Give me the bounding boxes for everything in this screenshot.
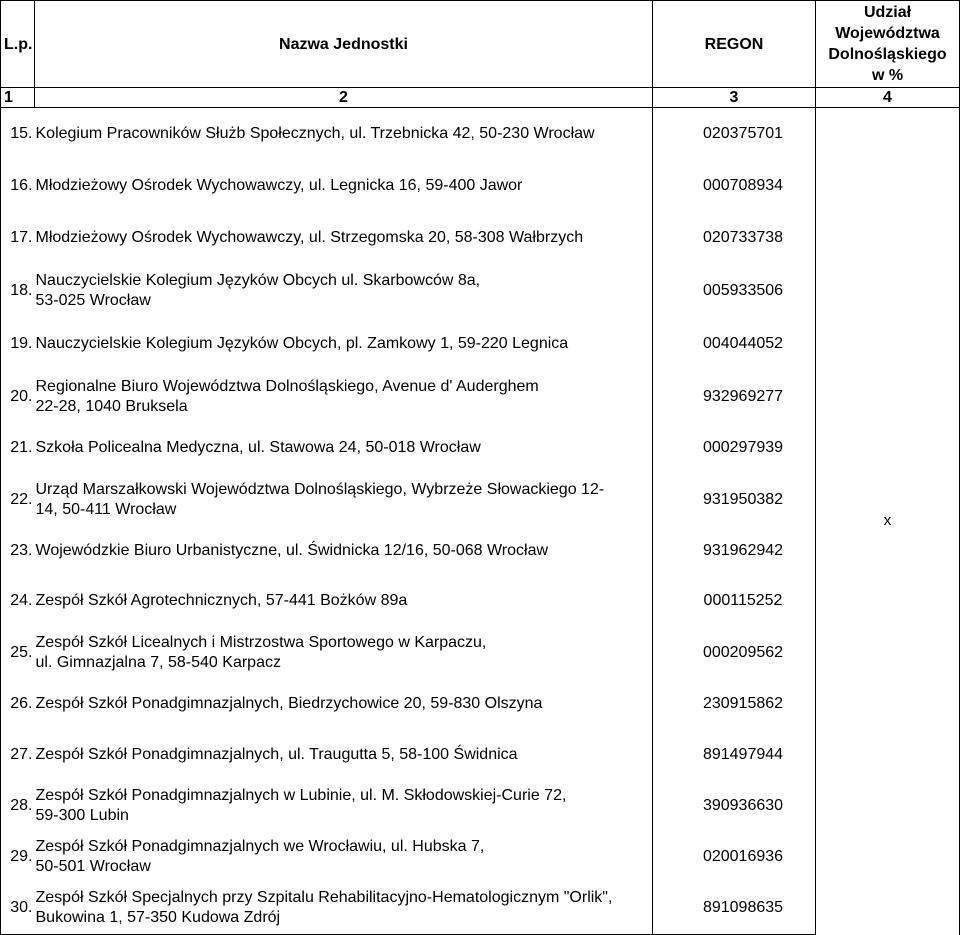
header-row: [1, 1, 960, 88]
regon-cell: 230915862: [653, 679, 816, 730]
regon-cell: 020733738: [653, 212, 816, 264]
unit-name-line: 14, 50-411 Wrocław: [35, 500, 177, 518]
unit-name-cell: [35, 473, 653, 527]
unit-name-line: Wojewódzkie Biuro Urbanistyczne, ul. Świdnicka 12/16, 50-068 Wrocław: [35, 542, 549, 559]
row-number-cell: [1, 160, 35, 212]
row-number-cell: [1, 473, 35, 527]
unit-name-line: Zespół Szkół Ponadgimnazjalnych, ul. Traugutta 5, 58-100 Świdnica: [35, 746, 518, 763]
row-number: 18.: [10, 281, 33, 299]
regon-cell: 000708934: [653, 160, 816, 212]
unit-name-cell: [35, 370, 653, 424]
row-number: 19.: [10, 334, 33, 352]
unit-name-line: 50-501 Wrocław: [35, 858, 151, 875]
column-number-3: 3: [653, 88, 816, 108]
header-share-line4: w %: [871, 67, 904, 84]
row-number: 29.: [10, 848, 33, 865]
unit-name-line: Zespół Szkół Ponadgimnazjalnych w Lubinie, ul. M. Skłodowskiej-Curie 72,: [35, 787, 567, 804]
unit-name-cell: [35, 160, 653, 212]
row-number-cell: [1, 527, 35, 576]
unit-name-line: Kolegium Pracowników Służb Społecznych, ul. Trzebnicka 42, 50-230 Wrocław: [35, 124, 595, 142]
unit-name-line: Bukowina 1, 57-350 Kudowa Zdrój: [35, 909, 281, 927]
row-number-cell: [1, 883, 35, 935]
row-number: 20.: [10, 387, 33, 405]
unit-name-line: 53-025 Wrocław: [35, 291, 151, 309]
unit-name-line: 22-28, 1040 Bruksela: [35, 397, 188, 415]
column-number-row: [1, 88, 960, 108]
row-number: 26.: [10, 695, 33, 712]
unit-name-cell: [35, 527, 653, 576]
unit-name-cell: [35, 730, 653, 781]
column-number-2: 2: [35, 88, 653, 108]
row-number-cell: [1, 627, 35, 679]
row-number: 16.: [10, 176, 33, 194]
regon-cell: 005933506: [653, 264, 816, 318]
row-number-cell: [1, 318, 35, 370]
unit-name-line: Młodzieżowy Ośrodek Wychowawczy, ul. Strzegomska 20, 58-308 Wałbrzych: [35, 228, 584, 246]
unit-name-line: Zespół Szkół Specjalnych przy Szpitalu Rehabilitacyjno-Hematologicznym "Orlik",: [35, 889, 613, 907]
regon-cell: 891098635: [653, 883, 816, 935]
unit-name-line: Zespół Szkół Agrotechnicznych, 57-441 Bożków 89a: [35, 592, 408, 609]
unit-name-cell: [35, 832, 653, 883]
table-row: [1, 108, 960, 160]
header-lp: L.p.: [1, 1, 35, 88]
unit-name-line: ul. Gimnazjalna 7, 58-540 Karpacz: [35, 653, 281, 671]
row-number-cell: [1, 679, 35, 730]
share-value-cell: x: [816, 108, 960, 935]
unit-name-line: Zespół Szkół Ponadgimnazjalnych, Biedrzychowice 20, 59-830 Olszyna: [35, 695, 543, 712]
regon-cell: 000209562: [653, 627, 816, 679]
unit-name-line: Regionalne Biuro Województwa Dolnośląskiego, Avenue d' Auderghem: [35, 377, 539, 395]
regon-cell: 000297939: [653, 424, 816, 473]
row-number: 21.: [10, 439, 33, 456]
unit-name-cell: [35, 781, 653, 832]
row-number-cell: [1, 212, 35, 264]
unit-name-line: Nauczycielskie Kolegium Języków Obcych ul. Skarbowców 8a,: [35, 271, 481, 289]
row-number-cell: [1, 264, 35, 318]
regon-cell: 932969277: [653, 370, 816, 424]
unit-name-cell: [35, 318, 653, 370]
row-number-cell: [1, 781, 35, 832]
header-share: [816, 1, 960, 88]
regon-cell: 000115252: [653, 576, 816, 627]
row-number: 28.: [10, 797, 33, 814]
regon-cell: 004044052: [653, 318, 816, 370]
regon-cell: 891497944: [653, 730, 816, 781]
regon-cell: 020016936: [653, 832, 816, 883]
row-number-cell: [1, 730, 35, 781]
unit-name-line: Młodzieżowy Ośrodek Wychowawczy, ul. Legnicka 16, 59-400 Jawor: [35, 176, 523, 194]
regon-cell: 931950382: [653, 473, 816, 527]
column-number-4: 4: [816, 88, 960, 108]
header-regon: REGON: [653, 1, 816, 88]
unit-name-cell: [35, 424, 653, 473]
header-share-line2: Województwa: [835, 25, 940, 42]
unit-name-line: Urząd Marszałkowski Województwa Dolnośląskiego, Wybrzeże Słowackiego 12-: [35, 480, 605, 498]
unit-name-cell: [35, 108, 653, 160]
unit-name-line: Nauczycielskie Kolegium Języków Obcych, pl. Zamkowy 1, 59-220 Legnica: [35, 334, 569, 352]
row-number-cell: [1, 832, 35, 883]
row-number-cell: [1, 370, 35, 424]
unit-name-cell: [35, 679, 653, 730]
row-number: 17.: [10, 228, 33, 246]
unit-name-line: Szkoła Policealna Medyczna, ul. Stawowa 24, 50-018 Wrocław: [35, 439, 481, 456]
unit-name-line: Zespół Szkół Licealnych i Mistrzostwa Sportowego w Karpaczu,: [35, 633, 487, 651]
row-number: 15.: [10, 124, 33, 142]
column-number-1: 1: [1, 88, 35, 108]
row-number: 27.: [10, 746, 33, 763]
row-number: 25.: [10, 643, 33, 661]
unit-name-cell: [35, 883, 653, 935]
regon-cell: 390936630: [653, 781, 816, 832]
unit-name-cell: [35, 212, 653, 264]
unit-name-cell: [35, 264, 653, 318]
unit-name-cell: [35, 627, 653, 679]
row-number: 24.: [10, 592, 33, 609]
row-number: 22.: [10, 490, 33, 508]
unit-name-line: Zespół Szkół Ponadgimnazjalnych we Wrocławiu, ul. Hubska 7,: [35, 838, 485, 855]
row-number: 30.: [10, 899, 33, 917]
header-share-line1: Udział: [863, 4, 912, 21]
regon-cell: 020375701: [653, 108, 816, 160]
unit-name-line: 59-300 Lubin: [35, 807, 129, 824]
row-number-cell: [1, 424, 35, 473]
row-number-cell: [1, 108, 35, 160]
header-name: Nazwa Jednostki: [35, 1, 653, 88]
regon-cell: 931962942: [653, 527, 816, 576]
row-number: 23.: [10, 542, 33, 559]
row-number-cell: [1, 576, 35, 627]
unit-name-cell: [35, 576, 653, 627]
header-share-line3: Dolnośląskiego: [828, 46, 947, 63]
